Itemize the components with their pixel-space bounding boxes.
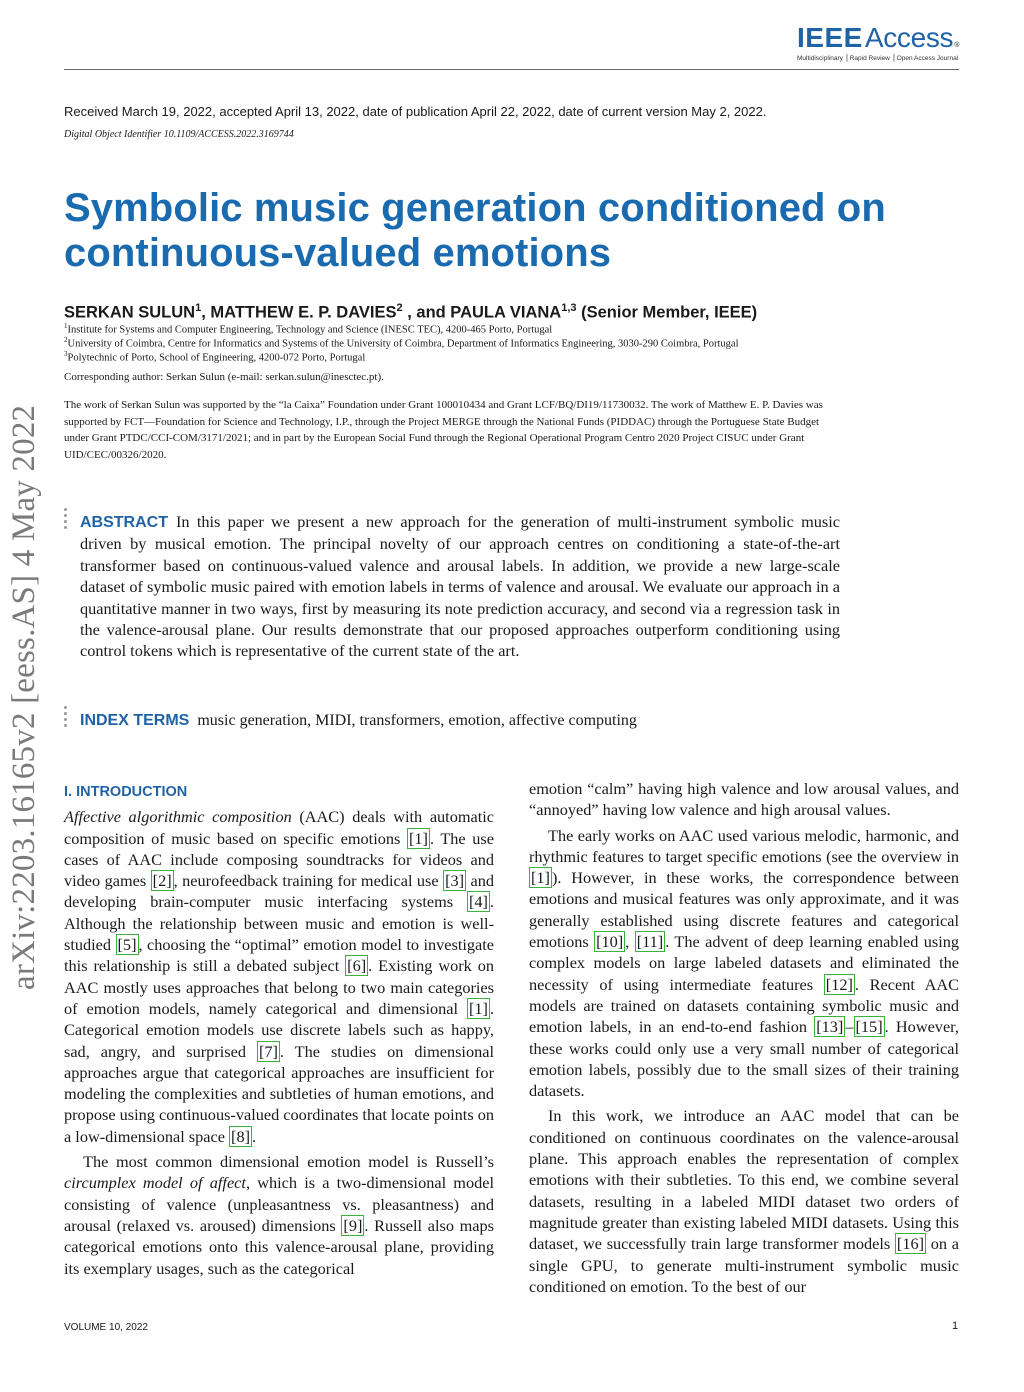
intro-p1-text: . Categorical emotion models use discrete labels such as happy, sad, angry, and surprised	[64, 998, 494, 1061]
citation-link[interactable]: [13]	[816, 1017, 844, 1037]
citation-link[interactable]: [1]	[531, 868, 550, 888]
intro-p1-text: . Although the relationship between music and emotion is well-studied	[64, 892, 494, 955]
citation-link[interactable]: [6]	[347, 956, 367, 976]
abstract-marker-dots	[64, 508, 70, 532]
author-1: SERKAN SULUN	[64, 303, 196, 322]
footer-volume: VOLUME 10, 2022	[64, 1322, 148, 1333]
intro-p1-emphasis: Affective algorithmic composition	[64, 807, 292, 827]
intro-p3-text: The early works on AAC used various melodic, harmonic, and rhythmic features to target specific emotions (see the overview in	[529, 825, 959, 866]
header-divider	[64, 69, 959, 70]
logo-trademark: ®	[954, 42, 960, 49]
logo-access-text: Access	[864, 22, 954, 53]
citation-link[interactable]: [1]	[468, 998, 488, 1018]
intro-p3-text: . Recent AAC models are trained on datasets containing symbolic music and emotion labels, in an end-to-end fashion	[529, 974, 960, 1037]
intro-p3-text: ,	[625, 932, 635, 952]
citation-link[interactable]: [3]	[445, 871, 465, 891]
index-terms-block	[80, 712, 637, 730]
citation-link[interactable]: [2]	[152, 871, 172, 891]
intro-paragraph-3	[529, 825, 959, 1102]
intro-p1-text: and developing brain-computer music interfacing systems	[64, 871, 494, 912]
author-list: SERKAN SULUN$^1$, MATTHEW E. P. DAVIES$^2$ , and PAULA VIANA$^{1,3}$ (Senior Member, IEEE)	[64, 302, 758, 322]
affiliation-3-sup: 3	[64, 350, 68, 358]
index-terms-marker-dots	[64, 706, 70, 730]
footer-page-number: 1	[952, 1320, 959, 1332]
affiliation-2-text: University of Coimbra, Centre for Informatics and Systems of the University of Coimbra, Department of Informatics Engineering, 3030-290 Coimbra, Portugal	[67, 338, 739, 350]
affiliation-1	[64, 322, 552, 336]
citation-link[interactable]: [11]	[636, 932, 664, 952]
intro-p1-text: , choosing the “optimal” emotion model to investigate this relationship is still a debated subject	[64, 935, 495, 976]
intro-paragraph-2-continued: emotion “calm” having high valence and low arousal values, and “annoyed” having low valence and high arousal values.	[529, 779, 959, 820]
intro-p3-text: . However, these works could only use a very small number of categorical emotion labels, possibly due to the small sizes of their training datasets.	[529, 1017, 960, 1101]
affiliation-3-text: Polytechnic of Porto, School of Engineering, 4200-072 Porto, Portugal	[67, 352, 366, 364]
citation-link[interactable]: [15]	[855, 1017, 883, 1037]
intro-p1-text: . The use cases of AAC include composing soundtracks for videos and video games	[64, 828, 494, 891]
logo-tagline: Multidisciplinary ⎟ Rapid Review ⎟ Open Access Journal	[797, 55, 959, 62]
logo-ieee-text: IEEE	[797, 22, 863, 53]
section-heading-introduction: I. INTRODUCTION	[64, 784, 188, 800]
author-2-affil: 2	[396, 302, 403, 314]
affiliation-2-sup: 2	[64, 336, 68, 344]
affiliation-1-text: Institute for Systems and Computer Engineering, Technology and Science (INESC TEC), 4200-465 Porto, Portugal	[67, 324, 553, 336]
paper-title: Symbolic music generation conditioned on continuous-valued emotions	[64, 186, 886, 275]
intro-p1-text: . The studies on dimensional approaches argue that categorical approaches are insufficient for modeling the complexities and subtleties of human emotions, and propose using continuous-valued coordinates that locate points on a low-dimensional space	[64, 1041, 495, 1146]
intro-paragraph-4	[529, 1105, 959, 1297]
citation-link[interactable]: [8]	[231, 1126, 251, 1146]
citation-link[interactable]: [5]	[117, 935, 137, 955]
citation-link[interactable]: [4]	[468, 892, 488, 912]
author-3-membership: (Senior Member, IEEE)	[581, 303, 758, 322]
author-3: and PAULA VIANA	[416, 303, 562, 322]
intro-p3-text: ). However, in these works, the correspondence between emotions and musical features was only approximate, and it was generally established using discrete features and categorical emotions	[529, 868, 959, 952]
abstract-heading: ABSTRACT	[80, 514, 168, 531]
intro-p4-text: on a single GPU, to generate multi-instrument symbolic music conditioned on emotion. To the best of our	[529, 1234, 959, 1296]
affiliation-1-sup: 1	[64, 322, 68, 330]
author-3-affil: 1,3	[561, 302, 577, 314]
arxiv-side-identifier	[6, 404, 46, 991]
intro-p1-text: .	[252, 1126, 257, 1146]
index-terms-text: music generation, MIDI, transformers, emotion, affective computing	[197, 712, 637, 729]
intro-p3-text: . The advent of deep learning enabled using complex models on large labeled datasets and eliminated the necessity of using intermediate features	[529, 932, 960, 994]
funding-statement: The work of Serkan Sulun was supported by the “la Caixa” Foundation under Grant 100010434 and Grant LCF/BQ/DI19/11730032. The work of Matthew E. P. Davies was supported by FCT—Foundation for Science and Technology, I.P., through the Project MERGE through the National Funds (PIDDAC) through the Portuguese State Budget under Grant PTDC/CCI-COM/3171/2021; and in part by the European Social Fund through the Regional Operational Program Centro 2020 Project CISUC under Grant UID/CEC/00326/2020.	[64, 399, 823, 461]
citation-link[interactable]: [7]	[258, 1041, 278, 1061]
intro-p2-emphasis: circumplex model of affect	[64, 1173, 246, 1193]
corresponding-author: Corresponding author: Serkan Sulun (e-mail: serkan.sulun@inesctec.pt).	[64, 371, 384, 383]
doi-line: Digital Object Identifier 10.1109/ACCESS.2022.3169744	[64, 129, 294, 140]
citation-link[interactable]: [16]	[896, 1234, 925, 1254]
received-dates: Received March 19, 2022, accepted April 13, 2022, date of publication April 22, 2022, date of current version May 2, 2022.	[64, 104, 767, 119]
intro-p1-text: , neurofeedback training for medical use	[173, 871, 444, 891]
affiliation-3	[64, 350, 365, 364]
index-terms-heading: INDEX TERMS	[80, 712, 190, 729]
intro-p4-text: In this work, we introduce an AAC model that can be conditioned on continuous coordinates on the valence-arousal plane. This approach enables the representation of complex emotions with their subtleties. To this end, we combine several datasets, resulting in a labeled MIDI dataset two orders of magnitude greater than existing labeled MIDI datasets. Using this dataset, we successfully train large transformer models	[529, 1106, 959, 1254]
citation-link[interactable]: [10]	[596, 932, 624, 952]
citation-link[interactable]: [12]	[825, 974, 853, 994]
intro-p3-text: –	[845, 1017, 854, 1037]
intro-paragraph-1	[64, 806, 494, 1147]
arxiv-id-text: arXiv:2203.16165v2 [eess.AS] 4 May 2022	[6, 404, 42, 990]
affiliation-2	[64, 336, 738, 350]
body-column-right	[529, 778, 959, 1297]
intro-p2-text: , which is a two-dimensional model consisting of valence (unpleasantness vs. pleasantness) and arousal (relaxed vs. aroused) dimensions	[64, 1173, 494, 1235]
citation-link[interactable]: [9]	[343, 1215, 363, 1235]
intro-p2-text: The most common dimensional emotion model is Russell’s	[83, 1152, 494, 1172]
body-column-left	[64, 782, 494, 1279]
intro-p2-text: . Russell also maps categorical emotions onto this valence-arousal plane, providing its exemplary usages, such as the categorical	[64, 1215, 494, 1278]
ieee-access-logo	[797, 22, 960, 62]
intro-p1-text: (AAC) deals with automatic composition of music based on specific emotions	[64, 807, 495, 848]
abstract-block	[80, 511, 840, 662]
intro-paragraph-2	[64, 1151, 494, 1279]
intro-p1-text: . Existing work on AAC mostly uses approaches that belong to two main categories of emotion models, namely categorical and dimensional	[64, 956, 495, 1018]
citation-link[interactable]: [1]	[408, 828, 428, 848]
author-1-affil: 1	[195, 302, 202, 314]
author-2: MATTHEW E. P. DAVIES	[210, 303, 397, 322]
abstract-text: In this paper we present a new approach for the generation of multi-instrument symbolic music driven by musical emotion. The principal novelty of our approach centres on conditioning a state-of-the-art transformer based on continuous-valued valence and arousal labels. In addition, we provide a new large-scale dataset of symbolic music paired with emotion labels in terms of valence and arousal. We evaluate our approach in a quantitative manner in two ways, first by measuring its note prediction accuracy, and second via a regression task in the valence-arousal plane. Our results demonstrate that our proposed approaches outperform conditioning using control tokens which is representative of the current state of the art.	[80, 512, 840, 661]
